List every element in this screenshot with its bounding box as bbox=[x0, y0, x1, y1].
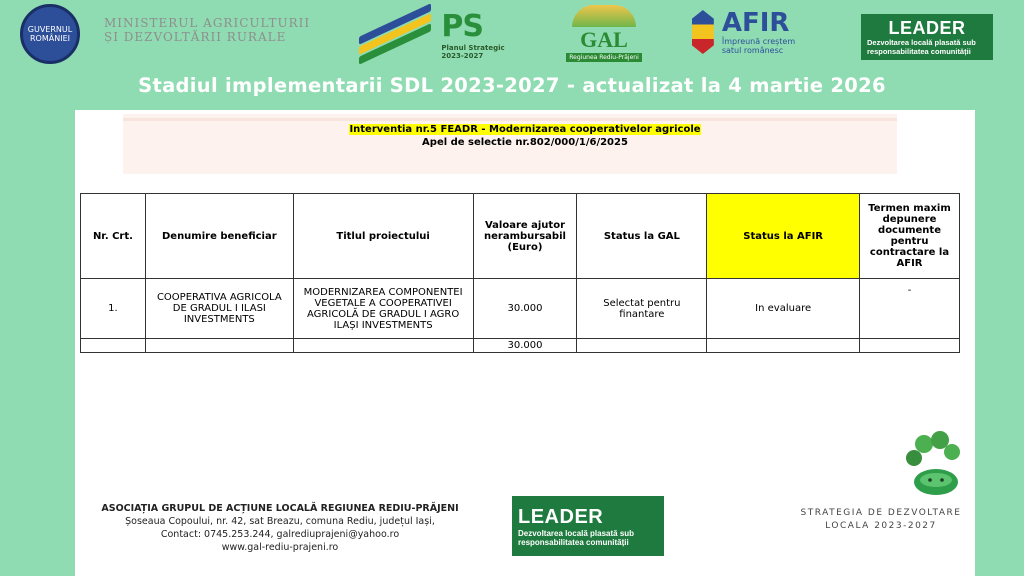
cell-gal-status: Selectat pentru finantare bbox=[577, 279, 707, 339]
total-empty-cell bbox=[145, 339, 293, 353]
table-row bbox=[81, 279, 960, 339]
leader-logo-tagline: Dezvoltarea locală plasată sub responsabilitatea comunității bbox=[518, 529, 635, 547]
leader-logo-bottom bbox=[512, 496, 664, 556]
ministry-line-1: MINISTERUL AGRICULTURII bbox=[104, 16, 311, 30]
afir-logo-text: AFIR bbox=[721, 8, 790, 38]
header-gal-status: Status la GAL bbox=[577, 194, 707, 279]
gal-logo bbox=[560, 4, 648, 62]
organization-address: Șoseaua Copoului, nr. 42, sat Breazu, comuna Rediu, județul Iași, bbox=[125, 516, 435, 527]
leader-logo-text: LEADER bbox=[888, 18, 966, 38]
total-empty-cell bbox=[860, 339, 960, 353]
afir-emblem-icon bbox=[692, 10, 714, 54]
afir-slogan-line-1: Împreună creștem bbox=[721, 37, 796, 46]
total-empty-cell bbox=[577, 339, 707, 353]
organization-name: ASOCIAȚIA GRUPUL DE ACȚIUNE LOCALĂ REGIUNEA REDIU-PRĂJENI bbox=[101, 503, 459, 514]
afir-logo bbox=[676, 6, 811, 58]
organization-contact: Contact: 0745.253.244, galrediuprajeni@yahoo.ro bbox=[160, 529, 400, 540]
ministry-logo bbox=[104, 16, 329, 44]
strategy-label bbox=[796, 507, 966, 533]
leader-logo-tagline: Dezvoltarea locală plasată sub responsabilitatea comunității bbox=[867, 38, 976, 56]
strategic-plan-logo bbox=[340, 6, 520, 62]
leader-logo-top bbox=[861, 14, 993, 60]
ps-years: 2023-2027 bbox=[441, 51, 484, 60]
call-band-divider bbox=[123, 118, 897, 121]
logo-header bbox=[0, 0, 1024, 68]
gal-logo-subtitle: Regiunea Rediu-Prăjeni bbox=[566, 53, 641, 62]
gal-landscape-icon bbox=[572, 5, 636, 27]
total-empty-cell bbox=[81, 339, 146, 353]
table-header-row bbox=[81, 194, 960, 279]
strategy-line-2: LOCALA 2023-2027 bbox=[825, 521, 937, 531]
call-for-selection: Apel de selectie nr.802/000/1/6/2025 bbox=[422, 137, 628, 148]
cell-nr-crt: 1. bbox=[81, 279, 146, 339]
cell-beneficiary: COOPERATIVA AGRICOLA DE GRADUL I ILASI INVESTMENTS bbox=[145, 279, 293, 339]
organization-website: www.gal-rediu-prajeni.ro bbox=[221, 542, 339, 553]
intervention-heading bbox=[75, 124, 975, 135]
intervention-text: Interventia nr.5 FEADR - Modernizarea cooperativelor agricole bbox=[349, 124, 701, 135]
cell-project-title: MODERNIZAREA COMPONENTEI VEGETALE A COOPERATIVEI AGRICOLĂ DE GRADUL I AGRO ILAȘI INVESTMENTS bbox=[293, 279, 473, 339]
leader-logo-text: LEADER bbox=[518, 506, 604, 528]
header-grant-value: Valoare ajutor nerambursabil (Euro) bbox=[473, 194, 577, 279]
table-total-row bbox=[81, 339, 960, 353]
romanian-government-seal-icon: GUVERNUL ROMÂNIEI bbox=[20, 4, 80, 64]
ps-logo-text: PS bbox=[441, 8, 483, 44]
gal-logo-text: GAL bbox=[580, 26, 628, 52]
ps-stripes-icon bbox=[355, 10, 435, 58]
ministry-line-2: ȘI DEZVOLTĂRII RURALE bbox=[104, 30, 287, 44]
header-deadline: Termen maxim depunere documente pentru contractare la AFIR bbox=[860, 194, 960, 279]
header-project-title: Titlul proiectului bbox=[293, 194, 473, 279]
clover-mascot-icon bbox=[900, 428, 970, 498]
government-seal-logo bbox=[12, 6, 88, 62]
total-empty-cell bbox=[293, 339, 473, 353]
cell-afir-status: In evaluare bbox=[707, 279, 860, 339]
afir-slogan-line-2: satul românesc bbox=[721, 46, 784, 55]
page-title: Stadiul implementarii SDL 2023-2027 - actualizat la 4 martie 2026 bbox=[138, 74, 886, 97]
header-nr-crt: Nr. Crt. bbox=[81, 194, 146, 279]
cell-grant-value: 30.000 bbox=[473, 279, 577, 339]
total-empty-cell bbox=[707, 339, 860, 353]
header-beneficiary: Denumire beneficiar bbox=[145, 194, 293, 279]
total-value-cell: 30.000 bbox=[473, 339, 577, 353]
ps-subtitle: Planul Strategic bbox=[441, 43, 505, 52]
projects-table bbox=[80, 193, 960, 353]
header-afir-status: Status la AFIR bbox=[707, 194, 860, 279]
organization-footer bbox=[80, 502, 480, 554]
strategy-line-1: STRATEGIA DE DEZVOLTARE bbox=[800, 508, 962, 518]
cell-deadline: - bbox=[860, 279, 960, 339]
